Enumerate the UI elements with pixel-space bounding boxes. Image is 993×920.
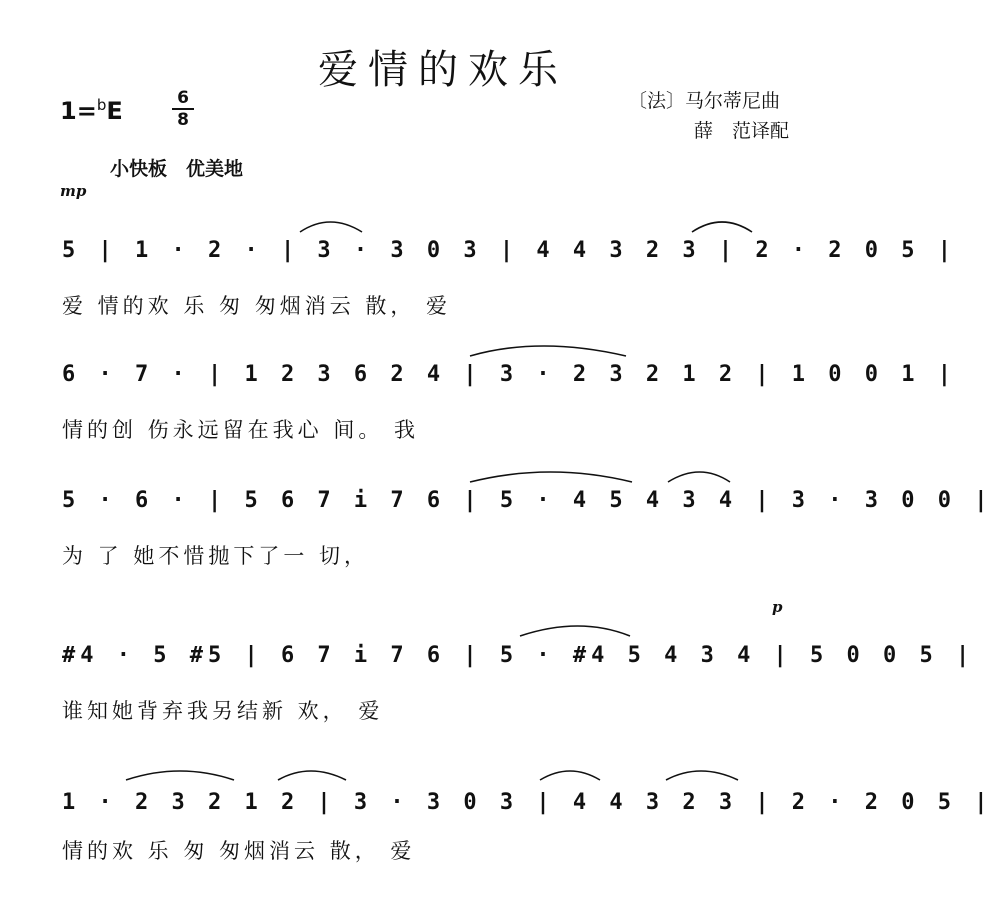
tempo-marking: 小快板 优美地 xyxy=(110,158,244,180)
notation-line-1: 5 | 1 · 2 · | 3 · 3 0 3 | 4 4 3 2 3 | 2 · 2 0 5 | xyxy=(62,238,957,263)
time-signature-top: 6 xyxy=(177,88,189,108)
key-degree: 1 xyxy=(60,97,77,125)
composer-credit: 〔法〕马尔蒂尼曲 xyxy=(628,90,781,112)
notation-line-4: #4 · 5 #5 | 6 7 i 7 6 | 5 · #4 5 4 3 4 | 5 0 0 5 | xyxy=(62,643,975,668)
key-tonic: E xyxy=(106,97,123,125)
lyrics-line-4: 谁知她背弃我另结新 欢， 爱 xyxy=(62,699,384,723)
slur-arc xyxy=(668,472,730,482)
notation-line-2: 6 · 7 · | 1 2 3 6 2 4 | 3 · 2 3 2 1 2 | 1 0 0 1 | xyxy=(62,362,957,387)
slur-arc xyxy=(278,771,346,780)
slur-arc xyxy=(470,472,632,482)
translator-credit: 薛 范译配 xyxy=(694,120,790,142)
song-title: 爱情的欢乐 xyxy=(318,47,568,93)
key-equals: = xyxy=(76,97,97,125)
time-signature-bottom: 8 xyxy=(172,108,194,130)
slur-arc xyxy=(692,222,752,232)
lyrics-line-1: 爱 情的欢 乐 匆 匆烟消云 散， 爱 xyxy=(62,294,452,318)
slur-arc xyxy=(126,771,234,780)
slur-arc xyxy=(470,346,626,356)
dynamic-mp: mp xyxy=(60,182,87,200)
lyrics-line-5: 情的欢 乐 匆 匆烟消云 散， 爱 xyxy=(62,839,416,863)
slur-arc xyxy=(300,222,362,232)
flat-sign: b xyxy=(96,96,107,114)
lyrics-line-3: 为 了 她不惜抛下了一 切， xyxy=(62,544,370,568)
slur-arc xyxy=(520,626,630,636)
slur-arc xyxy=(666,771,738,780)
notation-line-5: 1 · 2 3 2 1 2 | 3 · 3 0 3 | 4 4 3 2 3 | 2 · 2 0 5 | xyxy=(62,790,993,815)
lyrics-line-2: 情的创 伤永远留在我心 间。 我 xyxy=(62,418,420,442)
notation-line-3: 5 · 6 · | 5 6 7 i 7 6 | 5 · 4 5 4 3 4 | 3 · 3 0 0 | xyxy=(62,488,993,513)
dynamic-p: p xyxy=(772,598,783,616)
slur-arc xyxy=(540,771,600,780)
